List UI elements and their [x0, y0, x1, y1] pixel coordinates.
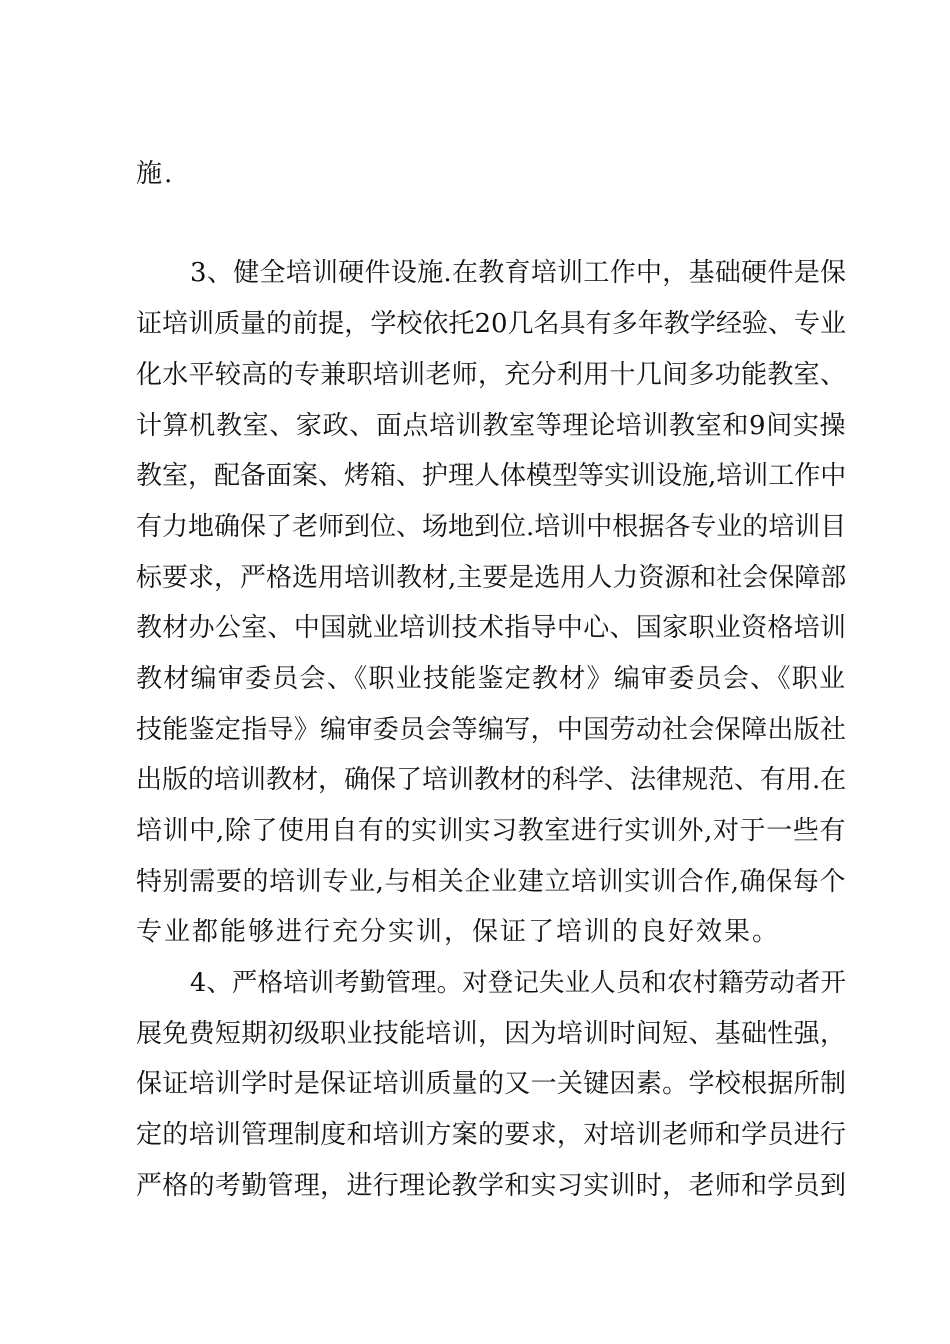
paragraph-4-line-3: 保证培训学时是保证培训质量的又一关键因素。学校根据所制: [136, 1069, 846, 1099]
paragraph-3-line-5: 教室，配备面案、烤箱、护理人体模型等实训设施,培训工作中: [136, 461, 847, 491]
paragraph-3-line-1: 3、健全培训硬件设施.在教育培训工作中，基础硬件是保: [190, 258, 846, 288]
paragraph-3-line-2: 证培训质量的前提，学校依托20几名具有多年教学经验、专业: [136, 309, 846, 339]
paragraph-3-line-11: 出版的培训教材，确保了培训教材的科学、法律规范、有用.在: [136, 765, 847, 795]
paragraph-4-line-4: 定的培训管理制度和培训方案的要求，对培训老师和学员进行: [136, 1120, 846, 1150]
paragraph-3-line-4: 计算机教室、家政、面点培训教室等理论培训教室和9间实操: [136, 411, 846, 441]
paragraph-3-line-12: 培训中,除了使用自有的实训实习教室进行实训外,对于一些有: [136, 816, 846, 846]
text-line-1: 施.: [136, 159, 175, 189]
paragraph-4-line-1: 4、严格培训考勤管理。对登记失业人员和农村籍劳动者开: [190, 968, 846, 998]
paragraph-4-line-2: 展免费短期初级职业技能培训，因为培训时间短、基础性强，: [136, 1019, 846, 1049]
paragraph-3-line-9: 教材编审委员会、《职业技能鉴定教材》编审委员会、《职业: [136, 664, 846, 694]
paragraph-4-line-5: 严格的考勤管理，进行理论教学和实习实训时，老师和学员到: [136, 1171, 846, 1201]
paragraph-3-line-3: 化水平较高的专兼职培训老师，充分利用十几间多功能教室、: [136, 360, 846, 390]
paragraph-3-line-13: 特别需要的培训专业,与相关企业建立培训实训合作,确保每个: [136, 867, 846, 897]
paragraph-3-line-7: 标要求，严格选用培训教材,主要是选用人力资源和社会保障部: [136, 563, 847, 593]
paragraph-3-line-8: 教材办公室、中国就业培训技术指导中心、国家职业资格培训: [136, 613, 846, 643]
paragraph-3-line-10: 技能鉴定指导》编审委员会等编写，中国劳动社会保障出版社: [136, 715, 846, 745]
paragraph-3-line-6: 有力地确保了老师到位、场地到位.培训中根据各专业的培训目: [136, 512, 847, 542]
paragraph-3-line-14: 专业都能够进行充分实训，保证了培训的良好效果。: [136, 917, 781, 947]
